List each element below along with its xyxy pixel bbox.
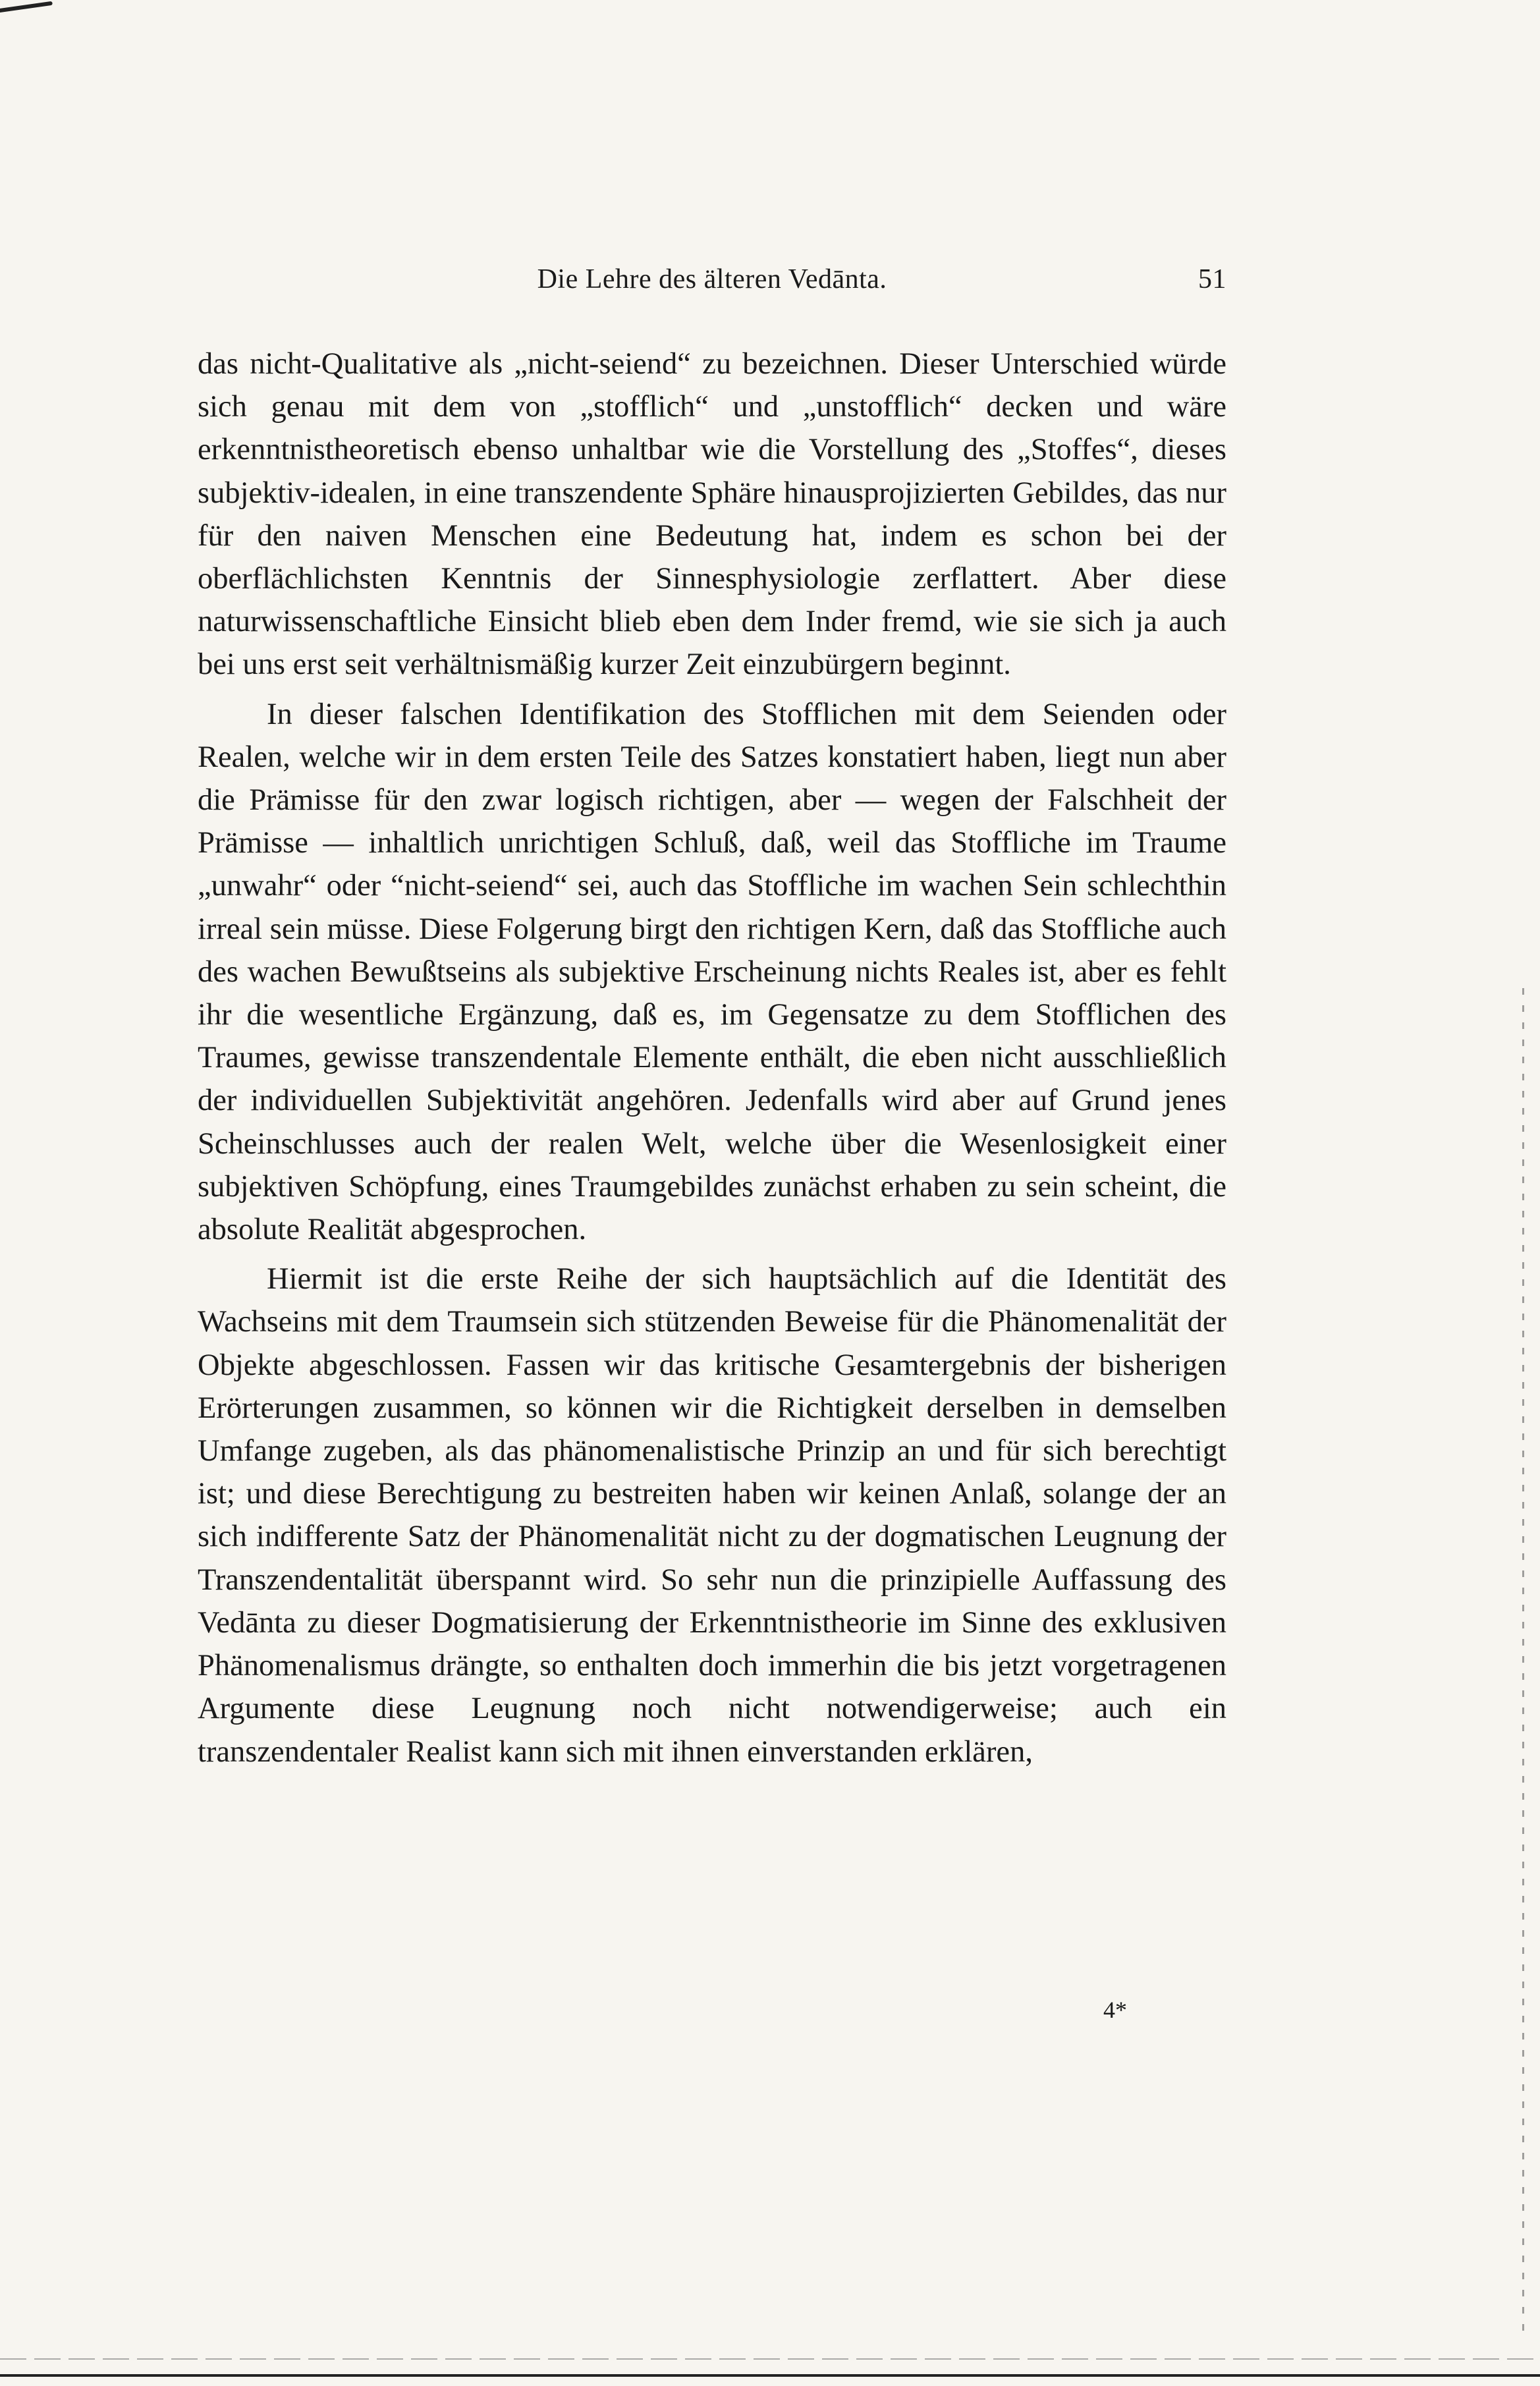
- paragraph-3: Hiermit ist die erste Reihe der sich hauptsächlich auf die Identität des Wachseins mit dem Traumsein sich stützenden Beweise für die Phänomenalität der Objekte abgeschlossen. Fassen wir das kritische Gesamtergebnis der bisherigen Erörterungen zusammen, so können wir die Richtigkeit derselben in demselben Umfange zugeben, als das phänomenalistische Prinzip an und für sich berechtigt ist; und diese Berechtigung zu bestreiten haben wir keinen Anlaß, solange der an sich indifferente Satz der Phänomenalität nicht zu der dogmatischen Leugnung der Transzendentalität überspannt wird. So sehr nun die prinzipielle Auffassung des Vedānta zu dieser Dogmatisierung der Erkenntnistheorie im Sinne des exklusiven Phänomenalismus drängte, so enthalten doch immerhin die bis jetzt vorgetragenen Argumente diese Leugnung noch nicht notwendigerweise; auch ein transzendentaler Realist kann sich mit ihnen einverstanden erklären,: [198, 1262, 1226, 1769]
- scan-artifact-right-edge: [1522, 988, 1524, 2339]
- running-title: Die Lehre des älteren Vedānta.: [537, 264, 887, 294]
- body-text: [198, 343, 1226, 1773]
- paragraph-2: In dieser falschen Identifikation des Stofflichen mit dem Seienden oder Realen, welche wir in dem ersten Teile des Satzes konstatiert haben, liegt nun aber die Prämisse für den zwar logisch richtigen, aber — wegen der Falschheit der Prämisse — inhaltlich unrichtigen Schluß, daß, weil das Stoffliche im Traume „unwahr“ oder “nicht-seiend“ sei, auch das Stoffliche im wachen Sein schlechthin irreal sein müsse. Diese Folgerung birgt den richtigen Kern, daß das Stoffliche auch des wachen Bewußtseins als subjektive Erscheinung nichts Reales ist, aber es fehlt ihr die wesentliche Ergänzung, daß es, im Gegensatze zu dem Stofflichen des Traumes, gewisse transzendentale Elemente enthält, die eben nicht ausschließlich der individuellen Subjektivität angehören. Jedenfalls wird aber auf Grund jenes Scheinschlusses auch der realen Welt, welche über die Wesenlosigkeit einer subjektiven Schöpfung, eines Traumgebildes zunächst erhaben zu sein scheint, die absolute Realität abgesprochen.: [198, 697, 1226, 1247]
- page-number: 51: [1198, 264, 1226, 294]
- scan-artifact-bottom-edge: [0, 2374, 1540, 2377]
- signature-mark: 4*: [1103, 1997, 1127, 2023]
- paragraph-1: das nicht-Qualitative als „nicht-seiend“ zu bezeichnen. Dieser Unterschied würde sich genau mit dem von „stofflich“ und „unstofflich“ decken und wäre erkenntnistheoretisch ebenso unhaltbar wie die Vorstellung des „Stoffes“, dieses subjektiv-idealen, in eine transzendente Sphäre hinausprojizierten Gebildes, das nur für den naiven Menschen eine Bedeutung hat, indem es schon bei der oberflächlichsten Kenntnis der Sinnesphysiologie zerflattert. Aber diese naturwissenschaftliche Einsicht blieb eben dem Inder fremd, wie sie sich ja auch bei uns erst seit verhältnismäßig kurzer Zeit einzubürgern beginnt.: [198, 347, 1226, 682]
- book-page: [198, 264, 1226, 1780]
- scan-artifact-bottom-dashes: [0, 2358, 1540, 2360]
- scan-artifact-corner: [0, 0, 53, 26]
- running-head: [198, 264, 1226, 303]
